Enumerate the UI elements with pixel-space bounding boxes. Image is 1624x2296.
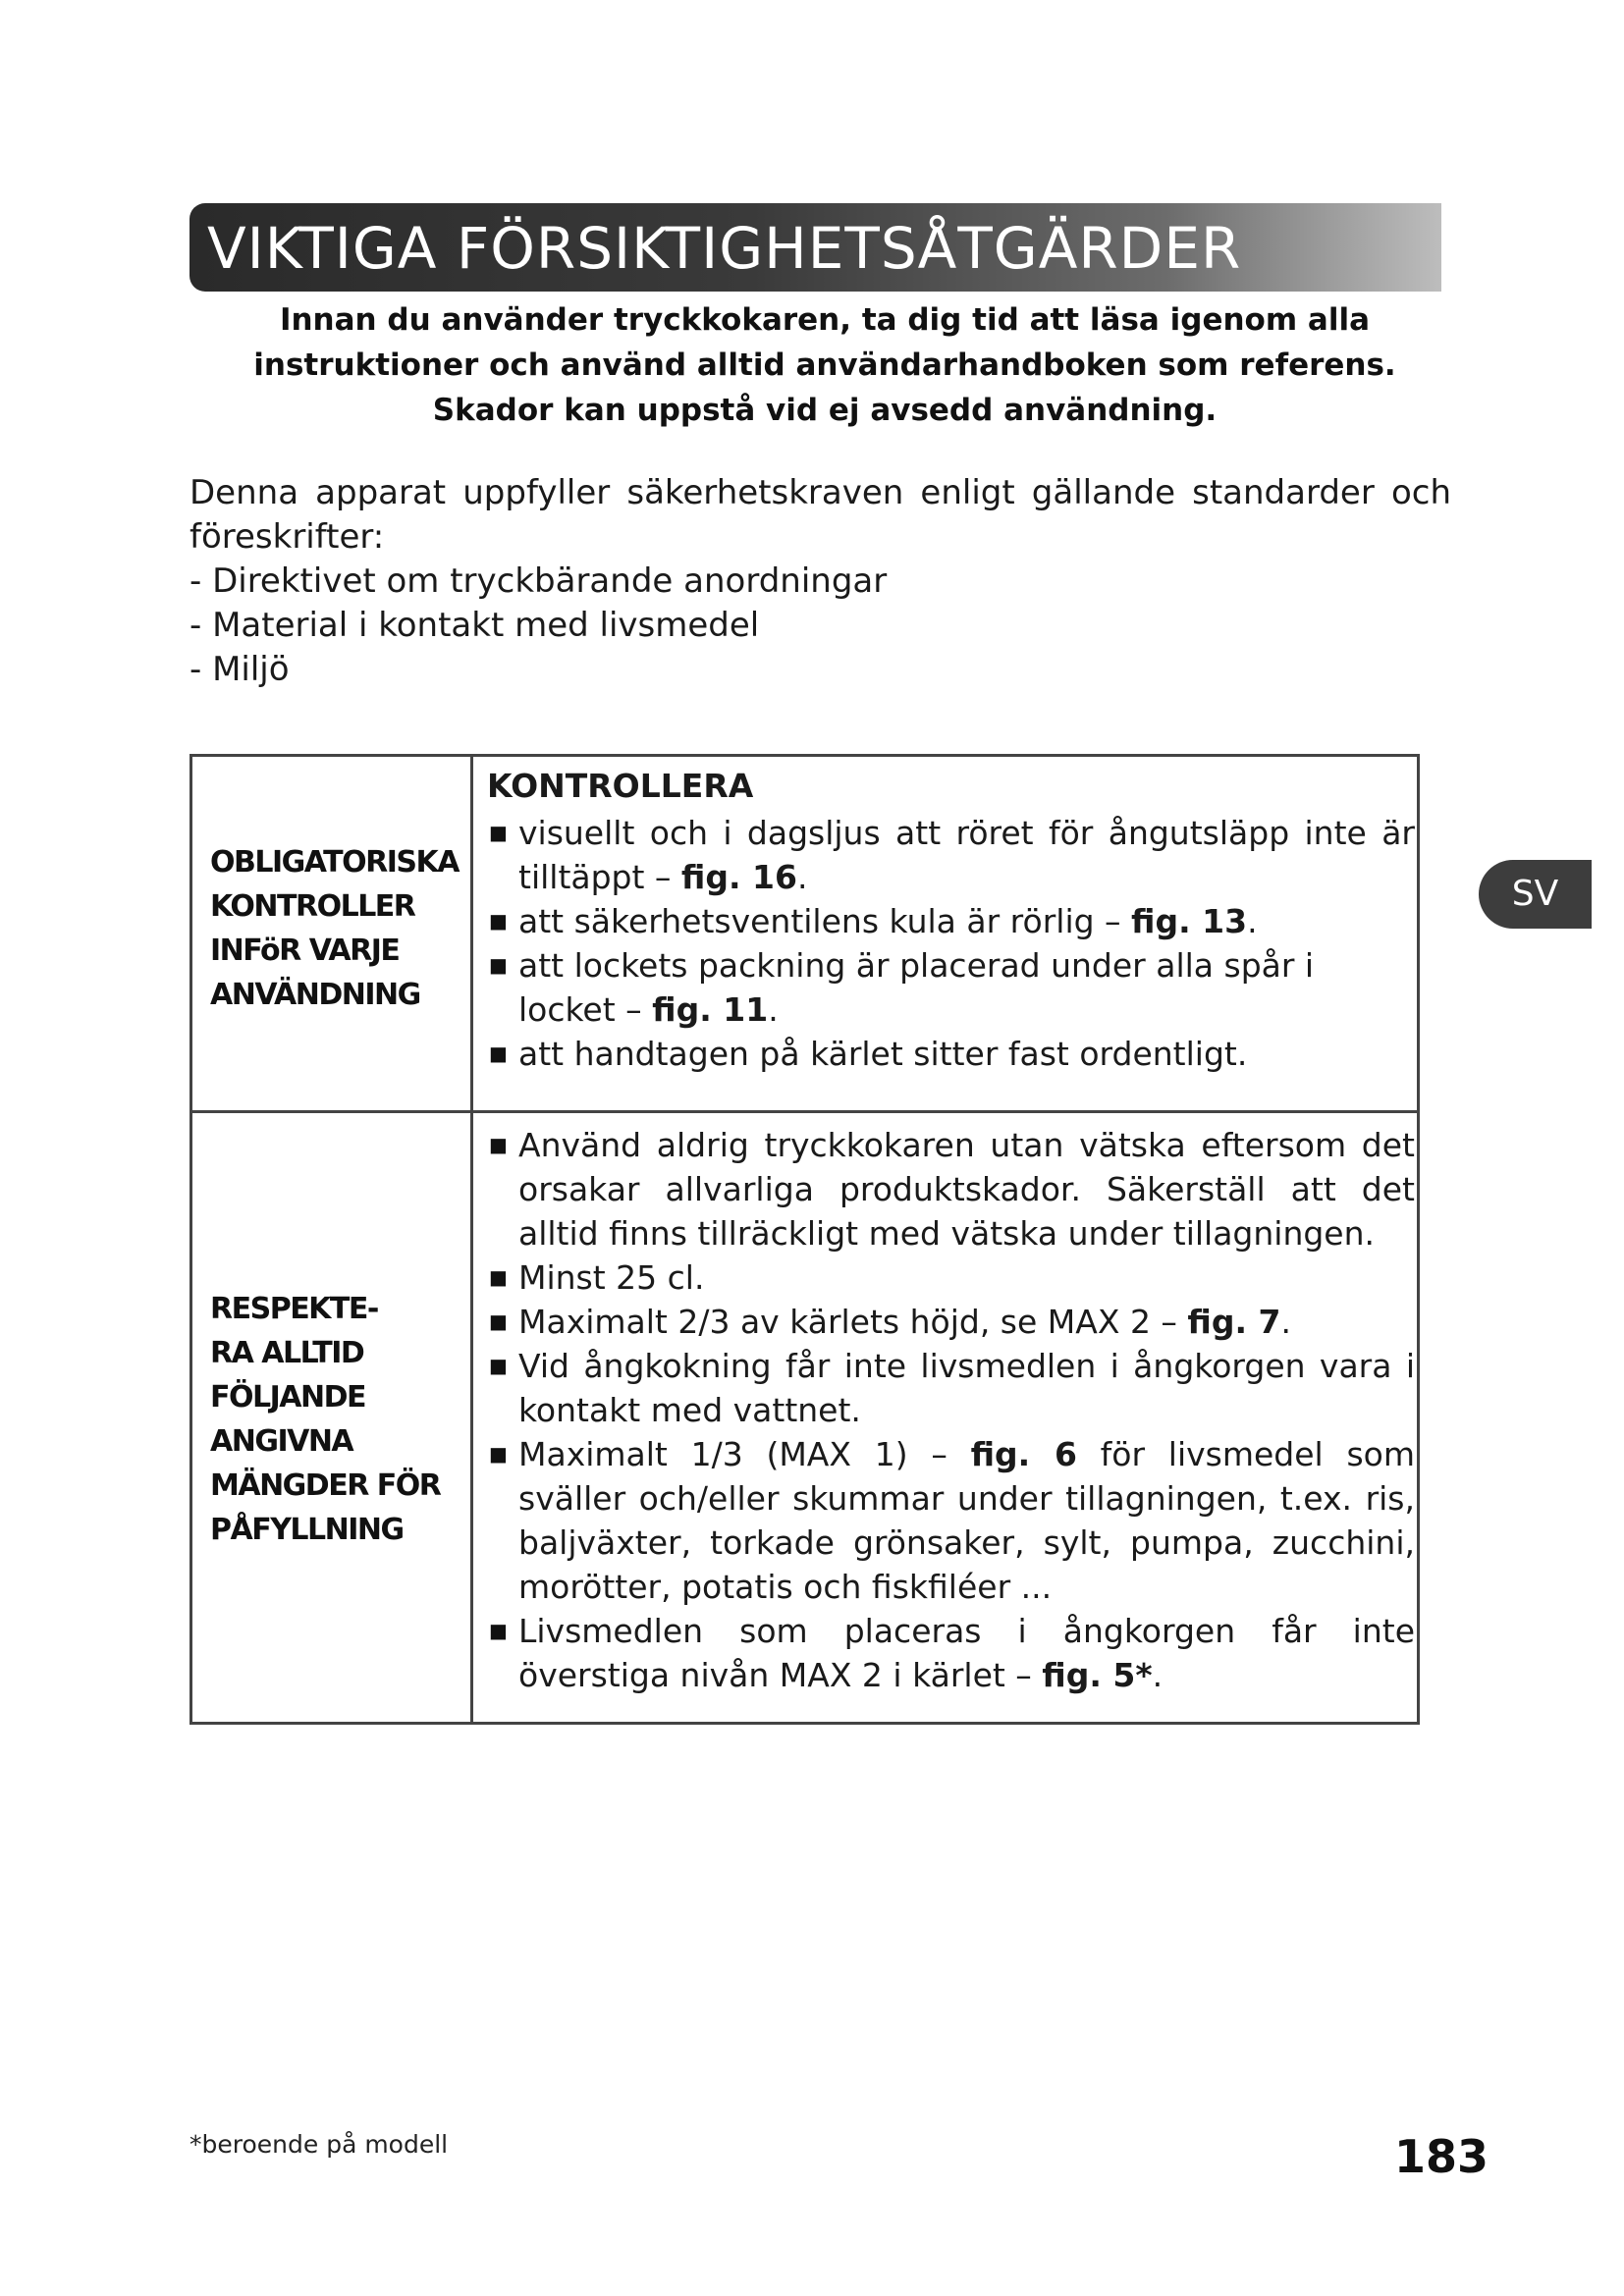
bullet-icon: ■: [489, 953, 508, 977]
row1-label-line: OBLIGATORISKA: [210, 845, 459, 880]
precautions-table: [189, 754, 1420, 1725]
item-tail: .: [768, 990, 779, 1029]
row2-label-line: FÖLJANDE: [210, 1380, 365, 1415]
row2-label: [210, 1287, 467, 1552]
page-number: 183: [1394, 2130, 1489, 2183]
figure-ref: fig. 16: [680, 858, 797, 896]
figure-ref: fig. 6: [970, 1435, 1077, 1473]
bullet-icon: ■: [489, 821, 508, 844]
intro-paragraph: [177, 297, 1473, 433]
standards-item: - Direktivet om tryckbärande anordningar: [189, 561, 888, 601]
row1-content: [487, 762, 1415, 1076]
item-text: visuellt och i dagsljus att röret för ångutsläpp inte är tilltäppt –: [518, 814, 1415, 896]
list-item: [487, 899, 1415, 943]
figure-ref: fig. 13: [1131, 902, 1248, 940]
row1-label-line: KONTROLLER: [210, 889, 415, 924]
list-item: [487, 1032, 1415, 1076]
figure-ref: fig. 7: [1187, 1303, 1281, 1341]
row1-label-line: INFöR VARJE: [210, 934, 400, 968]
row1-heading: KONTROLLERA: [487, 767, 754, 805]
item-text: att lockets packning är placerad under alla spår i locket –: [518, 946, 1315, 1029]
row2-label-line: PÅFYLLNING: [210, 1513, 404, 1547]
bullet-icon: ■: [489, 909, 508, 933]
item-tail: .: [1152, 1656, 1164, 1694]
intro-line: Skador kan uppstå vid ej avsedd användning.: [432, 393, 1218, 428]
item-text: Vid ångkokning får inte livsmedlen i ångkorgen vara i kontakt med vattnet.: [518, 1347, 1415, 1429]
row1-label-line: ANVÄNDNING: [210, 978, 420, 1012]
row2-label-line: RA ALLTID: [210, 1336, 364, 1370]
row2-content: [487, 1123, 1415, 1697]
item-text: Använd aldrig tryckkokaren utan vätska eftersom det orsakar allvarliga produktskador. Säkerställ att det alltid finns tillräckligt med vätska under tillagningen.: [518, 1126, 1415, 1253]
standards-lead-cont: föreskrifter:: [189, 517, 385, 557]
standards-item: - Miljö: [189, 650, 290, 689]
standards-item: - Material i kontakt med livsmedel: [189, 606, 760, 645]
list-item: [487, 811, 1415, 899]
item-text: Livsmedlen som placeras i ångkorgen får inte överstiga nivån MAX 2 i kärlet –: [518, 1612, 1415, 1694]
item-text: att handtagen på kärlet sitter fast ordentligt.: [518, 1035, 1248, 1073]
figure-ref: fig. 5*: [1042, 1656, 1153, 1694]
row2-label-line: MÄNGDER FÖR: [210, 1468, 441, 1503]
footnote: *beroende på modell: [189, 2130, 449, 2159]
intro-line: instruktioner och använd alltid användarhandboken som referens.: [253, 347, 1396, 383]
item-tail: .: [796, 858, 808, 896]
row2-label-line: RESPEKTE-: [210, 1292, 378, 1326]
item-text: Maximalt 2/3 av kärlets höjd, se MAX 2 –: [518, 1303, 1188, 1341]
bullet-icon: ■: [489, 1309, 508, 1333]
list-item: [487, 1432, 1415, 1609]
item-text: att säkerhetsventilens kula är rörlig –: [518, 902, 1132, 940]
figure-ref: fig. 11: [652, 990, 769, 1029]
item-text: Minst 25 cl.: [518, 1258, 705, 1297]
row2-label-line: ANGIVNA: [210, 1424, 353, 1459]
language-tab: SV: [1479, 860, 1592, 929]
bullet-icon: ■: [489, 1133, 508, 1156]
list-item: [487, 1609, 1415, 1697]
list-item: [487, 1123, 1415, 1255]
item-text: Maximalt 1/3 (MAX 1) –: [518, 1435, 971, 1473]
row-divider: [192, 1110, 1417, 1113]
bullet-icon: ■: [489, 1619, 508, 1642]
list-item: [487, 943, 1415, 1032]
bullet-icon: ■: [489, 1354, 508, 1377]
standards-lead: Denna apparat uppfyller säkerhetskraven enligt gällande standarder och: [189, 473, 1451, 512]
list-item: [487, 1300, 1415, 1344]
column-divider: [470, 757, 473, 1722]
item-tail: för livsmedel som sväller och/eller skummar under tillagningen, t.ex. ris, baljväxter, torkade grönsaker, sylt, pumpa, zucchini, morötter, potatis och fiskfiléer ...: [518, 1435, 1415, 1606]
intro-line: Innan du använder tryckkokaren, ta dig tid att läsa igenom alla: [279, 302, 1371, 338]
list-item: [487, 1255, 1415, 1300]
bullet-icon: ■: [489, 1442, 508, 1466]
row1-label: [210, 840, 467, 1017]
standards-section: [189, 471, 1451, 692]
list-item: [487, 1344, 1415, 1432]
item-tail: .: [1280, 1303, 1291, 1341]
page-title: VIKTIGA FÖRSIKTIGHETSÅTGÄRDER: [207, 215, 1242, 282]
bullet-icon: ■: [489, 1265, 508, 1289]
bullet-icon: ■: [489, 1041, 508, 1065]
item-tail: .: [1247, 902, 1258, 940]
title-banner: [189, 203, 1441, 292]
